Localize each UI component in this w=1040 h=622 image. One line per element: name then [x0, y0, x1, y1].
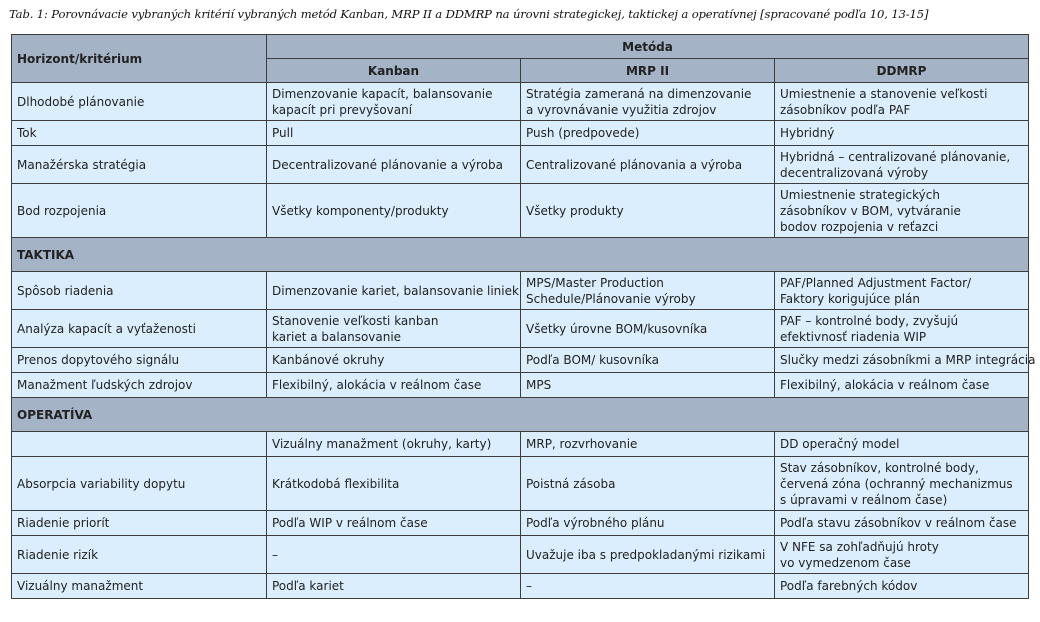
kanban-cell-line: Flexibilný, alokácia v reálnom čase	[272, 378, 482, 392]
ddmrp-cell	[775, 348, 1036, 373]
ddmrp-cell-line: Stav zásobníkov, kontrolné body,	[780, 460, 979, 475]
mrp-cell	[521, 457, 775, 511]
table-row	[12, 511, 1029, 536]
kanban-cell	[267, 272, 521, 310]
table-caption: Tab. 1: Porovnávacie vybraných kritérií vybraných metód Kanban, MRP II a DDMRP na úrovni strategickej, taktickej a operatívnej [spracované podľa 10, 13-15]	[9, 7, 929, 21]
table-row	[12, 184, 1029, 238]
kanban-cell-line: Decentralizované plánovanie a výroba	[272, 157, 503, 172]
ddmrp-cell-line: Umiestnenie a stanovenie veľkosti	[780, 86, 988, 101]
kanban-cell	[267, 511, 521, 536]
kanban-cell	[267, 146, 521, 184]
mrp-cell-line: Poistná zásoba	[526, 476, 616, 491]
ddmrp-cell-line: efektivnosť riadenia WIP	[780, 329, 927, 344]
mrp-cell-line: Podľa BOM/ kusovníka	[526, 353, 660, 367]
ddmrp-cell	[775, 457, 1029, 511]
ddmrp-cell-line: s úpravami v reálnom čase)	[780, 492, 948, 507]
kanban-cell-line: Kanbánové okruhy	[272, 353, 385, 367]
criterion-cell: Riadenie rizík	[12, 536, 267, 574]
mrp-cell	[521, 272, 775, 310]
ddmrp-cell-line: Slučky medzi zásobníkmi a MRP integrácia	[780, 353, 1036, 367]
section-title: OPERATÍVA	[12, 398, 1029, 432]
kanban-cell-line: Krátkodobá flexibilita	[272, 476, 400, 491]
table-row	[12, 536, 1029, 574]
mrp-cell-line: MPS	[526, 378, 552, 392]
ddmrp-cell	[775, 184, 1029, 238]
kanban-cell	[267, 184, 521, 238]
ddmrp-cell-line: zásobníkov podľa PAF	[780, 102, 911, 117]
criterion-cell: Spôsob riadenia	[12, 272, 267, 310]
kanban-cell	[267, 536, 521, 574]
table-body	[12, 83, 1036, 599]
table-row	[12, 83, 1029, 121]
section-row	[12, 398, 1029, 432]
ddmrp-cell	[775, 536, 1029, 574]
mrp-cell	[521, 536, 775, 574]
mrp-cell	[521, 348, 775, 373]
table-row	[12, 432, 1029, 457]
ddmrp-cell	[775, 574, 1029, 599]
kanban-cell-line: Vizuálny manažment (okruhy, karty)	[272, 437, 492, 451]
mrp-cell-line: Centralizované plánovania a výroba	[526, 157, 743, 172]
section-row	[12, 238, 1029, 272]
mrp-cell-line: Stratégia zameraná na dimenzovanie	[526, 86, 752, 101]
mrp-cell	[521, 432, 775, 457]
ddmrp-cell-line: Flexibilný, alokácia v reálnom čase	[780, 378, 990, 392]
mrp-cell-line: Všetky produkty	[526, 203, 624, 218]
kanban-cell	[267, 457, 521, 511]
mrp-cell	[521, 310, 775, 348]
ddmrp-cell	[775, 146, 1029, 184]
table-row	[12, 310, 1029, 348]
ddmrp-cell-line: decentralizovaná výroby	[780, 165, 929, 180]
criterion-cell: Absorpcia variability dopytu	[12, 457, 267, 511]
criterion-cell: Tok	[12, 121, 267, 146]
ddmrp-cell-line: Podľa farebných kódov	[780, 579, 918, 593]
mrp-cell	[521, 574, 775, 599]
ddmrp-cell	[775, 272, 1029, 310]
method-header: Metóda	[267, 35, 1029, 59]
kanban-header: Kanban	[267, 59, 521, 83]
table-row	[12, 121, 1029, 146]
ddmrp-cell-line: Hybridná – centralizované plánovanie,	[780, 149, 1011, 164]
kanban-cell-line: Pull	[272, 126, 294, 140]
ddmrp-cell-line: PAF/Planned Adjustment Factor/	[780, 275, 972, 290]
ddmrp-cell-line: bodov rozpojenia v reťazci	[780, 219, 939, 234]
kanban-cell-line: Dimenzovanie kapacít, balansovanie	[272, 86, 493, 101]
kanban-cell	[267, 121, 521, 146]
comparison-table	[11, 34, 1036, 599]
mrp-cell-line: –	[526, 579, 532, 593]
mrp-cell-line: a vyrovnávanie využitia zdrojov	[526, 102, 717, 117]
mrp-cell-line: Podľa výrobného plánu	[526, 516, 665, 530]
table-row	[12, 574, 1029, 599]
ddmrp-cell-line: vo vymedzenom čase	[780, 555, 911, 570]
mrp-cell-line: Uvažuje iba s predpokladanými rizikami	[526, 547, 766, 562]
ddmrp-cell	[775, 373, 1029, 398]
criterion-cell: Manažérska stratégia	[12, 146, 267, 184]
ddmrp-cell-line: zásobníkov v BOM, vytváranie	[780, 203, 961, 218]
kanban-cell	[267, 432, 521, 457]
criterion-cell: Riadenie priorít	[12, 511, 267, 536]
criterion-cell	[12, 432, 267, 457]
mrp-cell-line: MRP, rozvrhovanie	[526, 437, 638, 451]
table-row	[12, 272, 1029, 310]
kanban-cell-line: –	[272, 547, 278, 562]
kanban-cell-line: Všetky komponenty/produkty	[272, 203, 449, 218]
ddmrp-cell	[775, 432, 1029, 457]
kanban-cell	[267, 348, 521, 373]
table-row	[12, 373, 1029, 398]
mrp-cell-line: MPS/Master Production	[526, 275, 664, 290]
criterion-cell: Analýza kapacít a vyťaženosti	[12, 310, 267, 348]
ddmrp-cell-line: Faktory korigujúce plán	[780, 291, 920, 306]
criterion-cell: Dlhodobé plánovanie	[12, 83, 267, 121]
kanban-cell-line: kapacít pri prevyšovaní	[272, 102, 413, 117]
criterion-cell: Vizuálny manažment	[12, 574, 267, 599]
kanban-cell-line: kariet a balansovanie	[272, 329, 402, 344]
mrp-cell-line: Všetky úrovne BOM/kusovníka	[526, 321, 708, 336]
kanban-cell	[267, 83, 521, 121]
ddmrp-header: DDMRP	[775, 59, 1029, 83]
mrp-cell	[521, 121, 775, 146]
mrp-cell-line: Schedule/Plánovanie výroby	[526, 291, 696, 306]
ddmrp-cell	[775, 121, 1029, 146]
kanban-cell-line: Podľa WIP v reálnom čase	[272, 516, 428, 530]
ddmrp-cell	[775, 83, 1029, 121]
criterion-cell: Prenos dopytového signálu	[12, 348, 267, 373]
ddmrp-cell-line: DD operačný model	[780, 437, 900, 451]
ddmrp-cell	[775, 310, 1029, 348]
ddmrp-cell-line: PAF – kontrolné body, zvyšujú	[780, 313, 959, 328]
table-row	[12, 457, 1029, 511]
ddmrp-cell-line: V NFE sa zohľadňujú hroty	[780, 539, 939, 554]
kanban-cell	[267, 310, 521, 348]
table-row	[12, 146, 1029, 184]
kanban-cell-line: Podľa kariet	[272, 579, 344, 593]
ddmrp-cell-line: Podľa stavu zásobníkov v reálnom čase	[780, 516, 1017, 530]
ddmrp-cell-line: Hybridný	[780, 126, 835, 140]
mrp-cell-line: Push (predpovede)	[526, 126, 640, 140]
section-title: TAKTIKA	[12, 238, 1029, 272]
kanban-cell-line: Stanovenie veľkosti kanban	[272, 313, 439, 328]
criterion-cell: Bod rozpojenia	[12, 184, 267, 238]
criterion-header: Horizont/kritérium	[12, 35, 267, 83]
mrp-cell	[521, 511, 775, 536]
mrp-header: MRP II	[521, 59, 775, 83]
table-row	[12, 348, 1029, 373]
ddmrp-cell-line: červená zóna (ochranný mechanizmus	[780, 476, 1013, 491]
mrp-cell	[521, 83, 775, 121]
mrp-cell	[521, 373, 775, 398]
kanban-cell-line: Dimenzovanie kariet, balansovanie liniek	[272, 283, 519, 298]
criterion-cell: Manažment ľudských zdrojov	[12, 373, 267, 398]
kanban-cell	[267, 574, 521, 599]
ddmrp-cell-line: Umiestnenie strategických	[780, 187, 940, 202]
mrp-cell	[521, 184, 775, 238]
kanban-cell	[267, 373, 521, 398]
ddmrp-cell	[775, 511, 1029, 536]
mrp-cell	[521, 146, 775, 184]
